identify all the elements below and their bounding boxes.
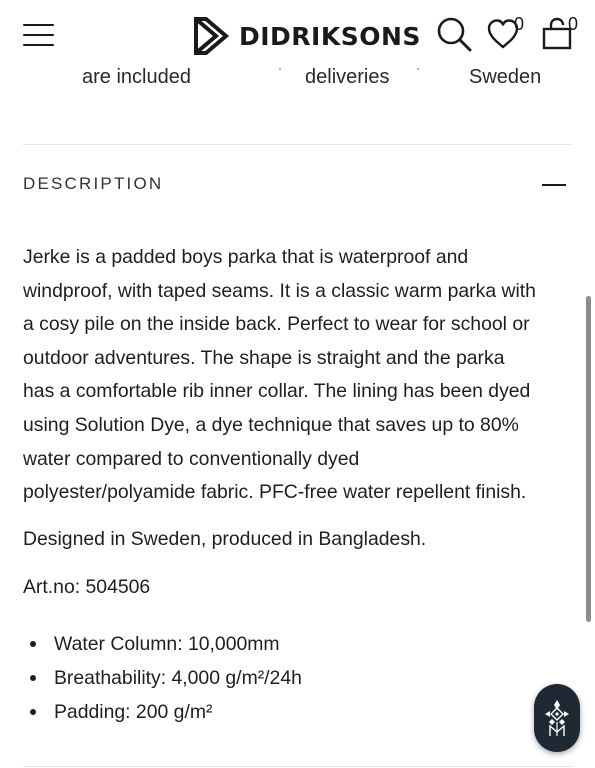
description-line: Jerke is a padded boys parka that is waterproof and (23, 246, 469, 268)
description-line: outdoor adventures. The shape is straight and the parka (23, 346, 505, 369)
assistant-badge-button[interactable] (534, 684, 580, 752)
cart-count: 0 (568, 14, 579, 34)
usp-separator (279, 68, 281, 70)
spec-item (23, 630, 302, 664)
logo-mark-icon (192, 17, 230, 55)
description-line: a cosy pile on the inside back. Perfect to wear for school or (23, 313, 530, 336)
description-line: windproof, with taped seams. It is a classic warm parka with (23, 279, 536, 302)
description-line: has a comfortable rib inner collar. The lining has been dyed (23, 380, 531, 403)
article-number: Art.no: 504506 (23, 576, 151, 598)
bullet-icon (30, 709, 36, 715)
section-divider (23, 766, 572, 767)
description-text (23, 241, 575, 510)
spec-breathability: Breathability: 4,000 g/m²/24h (54, 667, 302, 689)
spec-item (23, 698, 302, 732)
minus-icon[interactable] (542, 184, 566, 186)
hamburger-icon[interactable] (23, 24, 54, 46)
description-line: water compared to conventionally dyed (23, 447, 360, 470)
spec-padding: Padding: 200 g/m² (54, 701, 213, 723)
wishlist-count: 0 (514, 14, 525, 34)
usp-separator (417, 68, 419, 70)
scrollbar[interactable] (586, 296, 591, 622)
usp-deliveries: deliveries (305, 66, 390, 88)
brand-logo[interactable] (192, 16, 421, 56)
description-accordion-title[interactable]: DESCRIPTION (23, 174, 164, 193)
bullet-icon (30, 641, 36, 647)
description-line: polyester/polyamide fabric. PFC-free water repellent finish. (23, 481, 527, 504)
spec-item (23, 664, 302, 698)
spec-water-column: Water Column: 10,000mm (54, 633, 280, 655)
brand-name: DIDRIKSONS (239, 21, 421, 51)
section-divider (23, 144, 572, 145)
description-line: using Solution Dye, a dye technique that saves up to 80% (23, 413, 519, 436)
search-icon[interactable] (436, 16, 472, 52)
origin-text: Designed in Sweden, produced in Bangladesh. (23, 528, 427, 550)
usp-returns: are included (82, 66, 191, 88)
bullet-icon (30, 675, 36, 681)
spec-list (23, 630, 302, 732)
site-header (0, 0, 595, 66)
ornament-icon (543, 698, 571, 738)
usp-sweden: Sweden (469, 66, 542, 88)
